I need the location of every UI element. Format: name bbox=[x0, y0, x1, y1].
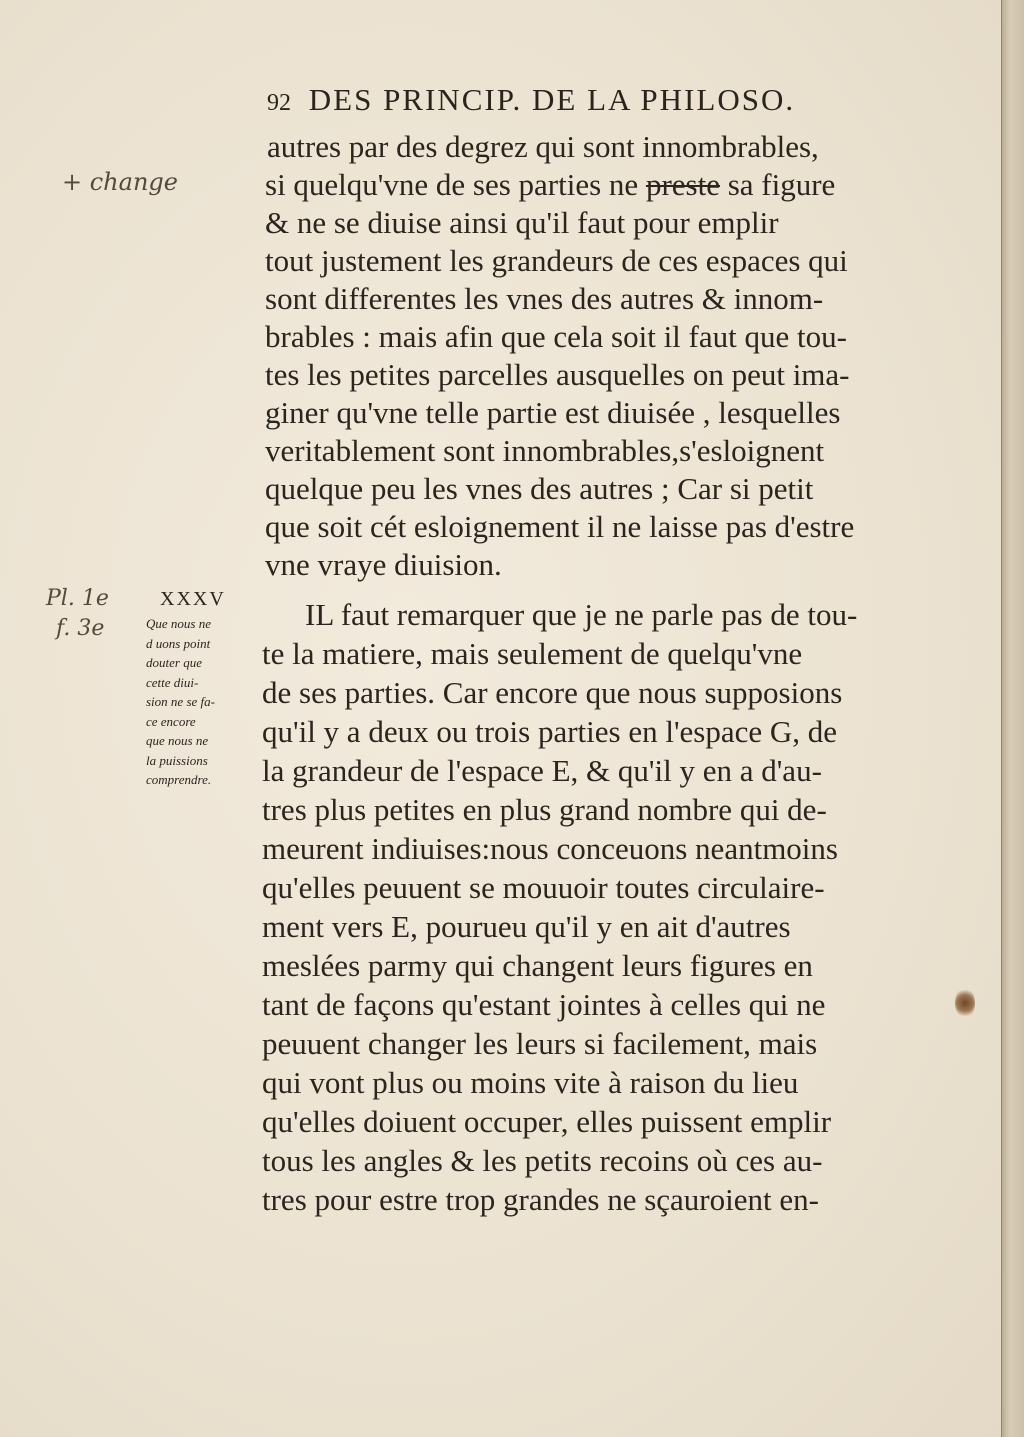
text-line: tant de façons qu'estant jointes à celles qui ne bbox=[262, 987, 826, 1022]
text-line: & ne se diuise ainsi qu'il faut pour emplir bbox=[265, 205, 779, 240]
struck-word: preste bbox=[645, 167, 720, 202]
text-line: peuuent changer les leurs si facilement, mais bbox=[262, 1026, 818, 1061]
text-line: meslées parmy qui changent leurs figures en bbox=[262, 948, 813, 983]
text-line: que soit cét esloignement il ne laisse pas d'estre bbox=[265, 509, 855, 544]
margin-note-line: Que nous ne bbox=[146, 616, 211, 631]
margin-note-line: la puissions bbox=[146, 752, 208, 768]
text-line: tres plus petites en plus grand nombre qui de- bbox=[262, 792, 827, 827]
text-line: te la matiere, mais seulement de quelqu'vne bbox=[262, 636, 803, 671]
running-header bbox=[267, 82, 947, 118]
text-line: qu'elles peuuent se mouuoir toutes circulaire- bbox=[262, 870, 825, 905]
text-line: IL faut remarquer que je ne parle pas de tou- bbox=[305, 597, 858, 632]
text-line: autres par des degrez qui sont innombrables, bbox=[267, 129, 819, 164]
handwritten-plate-ref: Pl. 1e bbox=[46, 586, 109, 611]
text-line: meurent indiuises:nous conceuons neantmoins bbox=[262, 831, 838, 866]
text-line: tes les petites parcelles ausquelles on peut ima- bbox=[265, 357, 850, 392]
text-line: ment vers E, pourueu qu'il y en ait d'autres bbox=[262, 909, 791, 944]
text-line: giner qu'vne telle partie est diuisée , lesquelles bbox=[265, 395, 841, 430]
text-line: quelque peu les vnes des autres ; Car si petit bbox=[265, 471, 814, 506]
text-line: brables : mais afin que cela soit il faut que tou- bbox=[265, 319, 847, 354]
text-line: tout justement les grandeurs de ces espaces qui bbox=[265, 243, 848, 278]
text-line bbox=[265, 166, 835, 204]
text-line-end: sa figure bbox=[719, 167, 836, 202]
margin-note-line: cette diui- bbox=[146, 674, 199, 690]
page-number: 92 bbox=[267, 90, 291, 116]
handwritten-figure-ref: f. 3e bbox=[56, 616, 105, 641]
text-line: tous les angles & les petits recoins où ces au- bbox=[262, 1143, 823, 1178]
margin-note-line: comprendre. bbox=[146, 772, 212, 787]
text-line: qu'il y a deux ou trois parties en l'espace G, de bbox=[262, 714, 838, 749]
margin-note-line: sion ne se fa- bbox=[146, 694, 215, 709]
ink-stain bbox=[955, 988, 975, 1018]
margin-note-line: que nous ne bbox=[146, 733, 209, 748]
article-number: XXXV bbox=[160, 588, 226, 610]
margin-note bbox=[146, 614, 258, 790]
text-line: de ses parties. Car encore que nous supposions bbox=[262, 675, 843, 710]
text-line: qui vont plus ou moins vite à raison du lieu bbox=[262, 1065, 799, 1100]
margin-note-line: douter que bbox=[146, 655, 202, 670]
text-line: veritablement sont innombrables,s'esloignent bbox=[265, 433, 825, 468]
text-line-start: si quelqu'vne de ses parties ne bbox=[265, 167, 646, 202]
text-line: tres pour estre trop grandes ne sçauroient en- bbox=[262, 1182, 819, 1217]
text-line: vne vraye diuision. bbox=[265, 547, 502, 582]
margin-note-line: ce encore bbox=[146, 713, 196, 729]
text-line: la grandeur de l'espace E, & qu'il y en a d'au- bbox=[262, 753, 822, 788]
margin-note-line: d uons point bbox=[146, 635, 211, 651]
running-title: DES PRINCIP. DE LA PHILOSO. bbox=[308, 82, 796, 117]
text-line: qu'elles doiuent occuper, elles puissent emplir bbox=[262, 1104, 832, 1139]
page-gutter bbox=[1001, 0, 1024, 1437]
handwritten-correction: + change bbox=[62, 168, 178, 196]
text-line: sont differentes les vnes des autres & innom- bbox=[265, 281, 824, 316]
